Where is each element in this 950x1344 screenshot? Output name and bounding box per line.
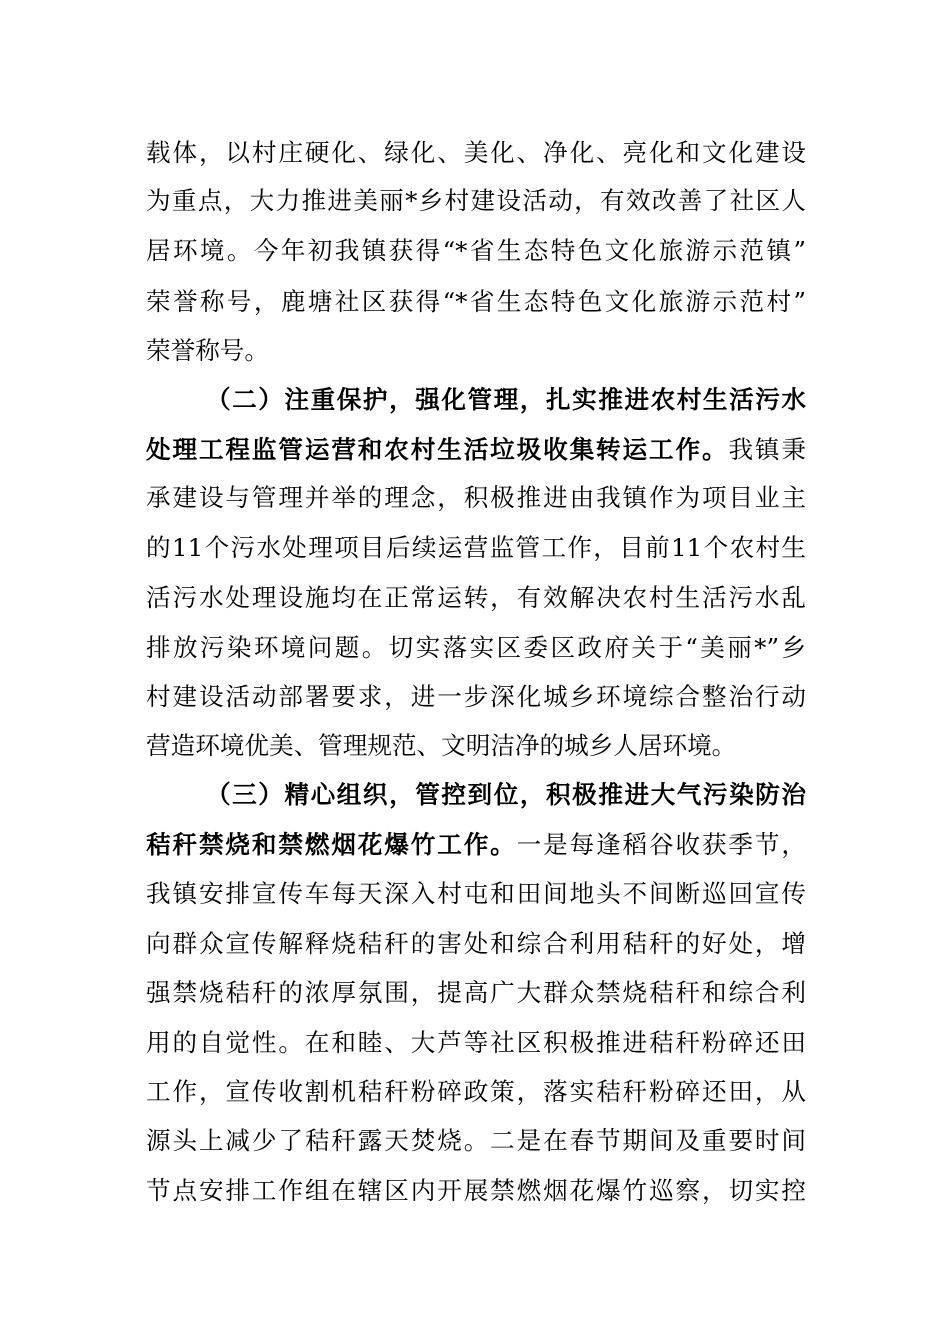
body-line: 载体，以村庄硬化、绿化、美化、净化、亮化和文化建设	[146, 138, 806, 167]
body-line: 强禁烧秸秆的浓厚氛围，提高广大群众禁烧秸秆和综合利	[146, 978, 806, 1007]
body-line: 排放污染环境问题。切实落实区委区政府关于“美丽*”乡	[146, 633, 806, 662]
body-line: 为重点，大力推进美丽*乡村建设活动，有效改善了社区人	[146, 186, 806, 215]
body-line: 荣誉称号，鹿塘社区获得“*省生态特色文化旅游示范村”	[146, 287, 806, 316]
body-line: 活污水处理设施均在正常运转，有效解决农村生活污水乱	[146, 583, 806, 612]
body-line: 居环境。今年初我镇获得“*省生态特色文化旅游示范镇”	[146, 236, 806, 265]
section-heading-line: 处理工程监管运营和农村生活垃圾收集转运工作。我镇秉	[146, 435, 806, 464]
body-line: 村建设活动部署要求，进一步深化城乡环境综合整治行动	[146, 682, 806, 711]
body-line: 源头上减少了秸秆露天焚烧。二是在春节期间及重要时间	[146, 1126, 806, 1155]
body-line: 荣誉称号。	[146, 336, 269, 365]
body-line: 节点安排工作组在辖区内开展禁燃烟花爆竹巡察，切实控	[146, 1176, 806, 1205]
section-heading-line: （三）精心组织，管控到位，积极推进大气污染防治	[206, 780, 806, 809]
body-line: 用的自觉性。在和睦、大芦等社区积极推进秸秆粉碎还田	[146, 1028, 806, 1057]
body-line: 的11个污水处理项目后续运营监管工作，目前11个农村生	[146, 533, 806, 562]
body-line: 向群众宣传解释烧秸秆的害处和综合利用秸秆的好处，增	[146, 929, 806, 958]
section-heading-line: 秸秆禁烧和禁燃烟花爆竹工作。一是每逢稻谷收获季节，	[146, 830, 806, 859]
body-line: 我镇安排宣传车每天深入村屯和田间地头不间断巡回宣传	[146, 879, 806, 908]
section-heading-line: （二）注重保护，强化管理，扎实推进农村生活污水	[206, 385, 806, 414]
body-line: 承建设与管理并举的理念，积极推进由我镇作为项目业主	[146, 483, 806, 512]
body-line: 工作，宣传收割机秸秆粉碎政策，落实秸秆粉碎还田，从	[146, 1077, 806, 1106]
body-line: 营造环境优美、管理规范、文明洁净的城乡人居环境。	[146, 731, 737, 760]
